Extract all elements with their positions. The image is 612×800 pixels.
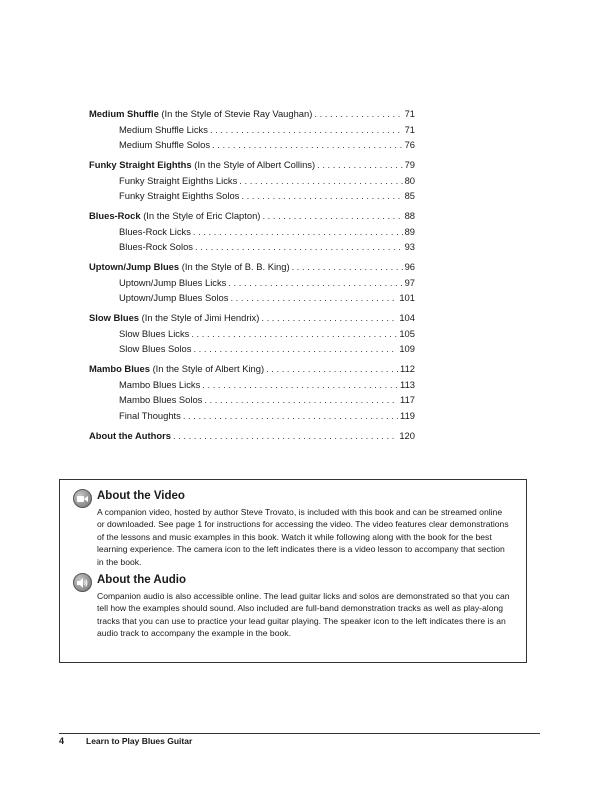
toc-entry-title: Medium Shuffle Licks [119,123,208,135]
video-description: A companion video, hosted by author Steve Trovato, is included with this book and can be streamed online or downloaded. See page 1 for instructions for accessing the video. The video features clear demonstrations of the lessons and music examples in this book. Watch it while following along with the book for the best learning experience. The camera icon to the left indicates there is a video lesson to accompany that section in the book. [97,507,509,567]
toc-section-entry[interactable] [89,394,415,410]
toc-entry-title: Uptown/Jump Blues Solos [119,292,229,303]
toc-section-entry[interactable] [89,190,415,206]
toc-entry-title: Final Thoughts [119,409,181,421]
toc-entry-title [89,312,259,323]
audio-heading: About the Audio [97,574,186,587]
toc-entry-title [89,108,312,119]
dot-leader [210,124,403,135]
dot-leader [193,226,403,237]
toc-entry-title: Uptown/Jump Blues Licks [119,276,227,288]
toc-page-number: 71 [404,108,415,119]
chapter-title: About the Authors [89,429,171,441]
toc-page-number: 88 [404,210,415,221]
toc-entry-title: Mambo Blues Solos [119,394,203,405]
toc-chapter-entry[interactable] [89,430,415,446]
toc-page-number: 109 [399,343,415,354]
toc-entry-title: Slow Blues Solos [119,343,192,354]
toc-entry-title [89,261,290,272]
toc-page-number: 97 [404,276,415,288]
toc-page-number: 104 [399,312,415,323]
chapter-style-note: (In the Style of Jimi Hendrix) [141,312,260,323]
dot-leader [204,394,398,405]
dot-leader [317,159,402,170]
chapter-title: Mambo Blues [89,363,150,374]
toc-section-entry[interactable] [89,328,415,344]
dot-leader [191,328,397,339]
dot-leader [261,312,397,323]
toc-entry-title: Blues-Rock Solos [119,241,193,252]
toc-section-entry[interactable] [89,292,415,308]
dot-leader [195,241,403,252]
toc-page-number: 112 [400,363,415,374]
toc-section-entry[interactable] [89,410,415,426]
dot-leader [239,175,402,186]
toc-page-number: 85 [404,190,415,201]
toc-entry-title: Mambo Blues Licks [119,378,201,390]
toc-page-number: 117 [400,394,415,405]
toc-page-number: 89 [404,225,415,237]
toc-entry-title: Funky Straight Eighths Licks [119,174,238,186]
toc-section-entry[interactable] [89,124,415,140]
audio-section [97,574,512,640]
toc-entry-title [89,210,260,221]
toc-section-entry[interactable] [89,379,415,395]
toc-page-number: 79 [404,159,415,170]
toc-page-number: 105 [399,327,415,339]
toc-section-entry[interactable] [89,277,415,293]
chapter-style-note: (In the Style of B. B. King) [181,261,290,272]
toc-section-entry[interactable] [89,241,415,257]
dot-leader [183,410,398,421]
dot-leader [193,343,397,354]
chapter-style-note: (In the Style of Albert King) [152,363,265,374]
dot-leader [314,108,402,119]
chapter-title: Uptown/Jump Blues [89,261,180,272]
chapter-title: Slow Blues [89,312,140,323]
dot-leader [173,430,397,441]
toc-page-number: 93 [404,241,415,252]
speaker-icon [73,573,92,592]
dot-leader [202,379,398,390]
chapter-title: Funky Straight Eighths [89,159,192,170]
toc-chapter-entry[interactable] [89,159,415,175]
dot-leader [212,139,403,150]
chapter-title: Medium Shuffle [89,108,159,119]
toc-section-entry[interactable] [89,226,415,242]
toc-page-number: 80 [404,174,415,186]
toc-section-entry[interactable] [89,175,415,191]
chapter-style-note: (In the Style of Stevie Ray Vaughan) [161,108,313,119]
running-footer-title: Learn to Play Blues Guitar [86,736,193,746]
toc-entry-title [89,430,171,441]
toc-page-number: 76 [404,139,415,150]
toc-entry-title [89,363,264,374]
toc-entry-title [89,159,315,170]
video-section [97,490,512,568]
toc-chapter-entry[interactable] [89,363,415,379]
toc-page-number: 71 [404,123,415,135]
toc-chapter-entry[interactable] [89,261,415,277]
chapter-style-note: (In the Style of Eric Clapton) [143,210,261,221]
toc-page-number: 113 [400,378,415,390]
media-info-box [59,479,527,663]
toc-section-entry[interactable] [89,139,415,155]
camera-icon [73,489,92,508]
toc-page-number: 119 [400,409,415,421]
toc-chapter-entry[interactable] [89,108,415,124]
toc-section-entry[interactable] [89,343,415,359]
footer-divider [59,733,540,734]
toc-page-number: 96 [404,261,415,272]
toc-entry-title: Medium Shuffle Solos [119,139,211,150]
dot-leader [228,277,402,288]
dot-leader [241,190,402,201]
toc-entry-title: Slow Blues Licks [119,327,190,339]
toc-page-number: 120 [399,429,415,441]
toc-chapter-entry[interactable] [89,312,415,328]
toc-chapter-entry[interactable] [89,210,415,226]
toc-page-number: 101 [399,292,415,303]
dot-leader [292,261,403,272]
audio-description: Companion audio is also accessible online. The lead guitar licks and solos are demonstrated so that you can tell how the examples should sound. Also included are full-band demonstration tracks as well as play-along tracks that you can use to practice your lead guitar playing. The speaker icon to the left indicates there is an audio track to accompany the example in the book. [97,591,510,639]
chapter-title: Blues-Rock [89,210,141,221]
chapter-style-note: (In the Style of Albert Collins) [194,159,316,170]
video-heading: About the Video [97,490,185,502]
dot-leader [262,210,402,221]
page-number: 4 [59,736,65,746]
table-of-contents [89,108,415,445]
dot-leader [230,292,397,303]
dot-leader [266,363,398,374]
toc-entry-title: Funky Straight Eighths Solos [119,190,240,201]
toc-entry-title: Blues-Rock Licks [119,225,191,237]
